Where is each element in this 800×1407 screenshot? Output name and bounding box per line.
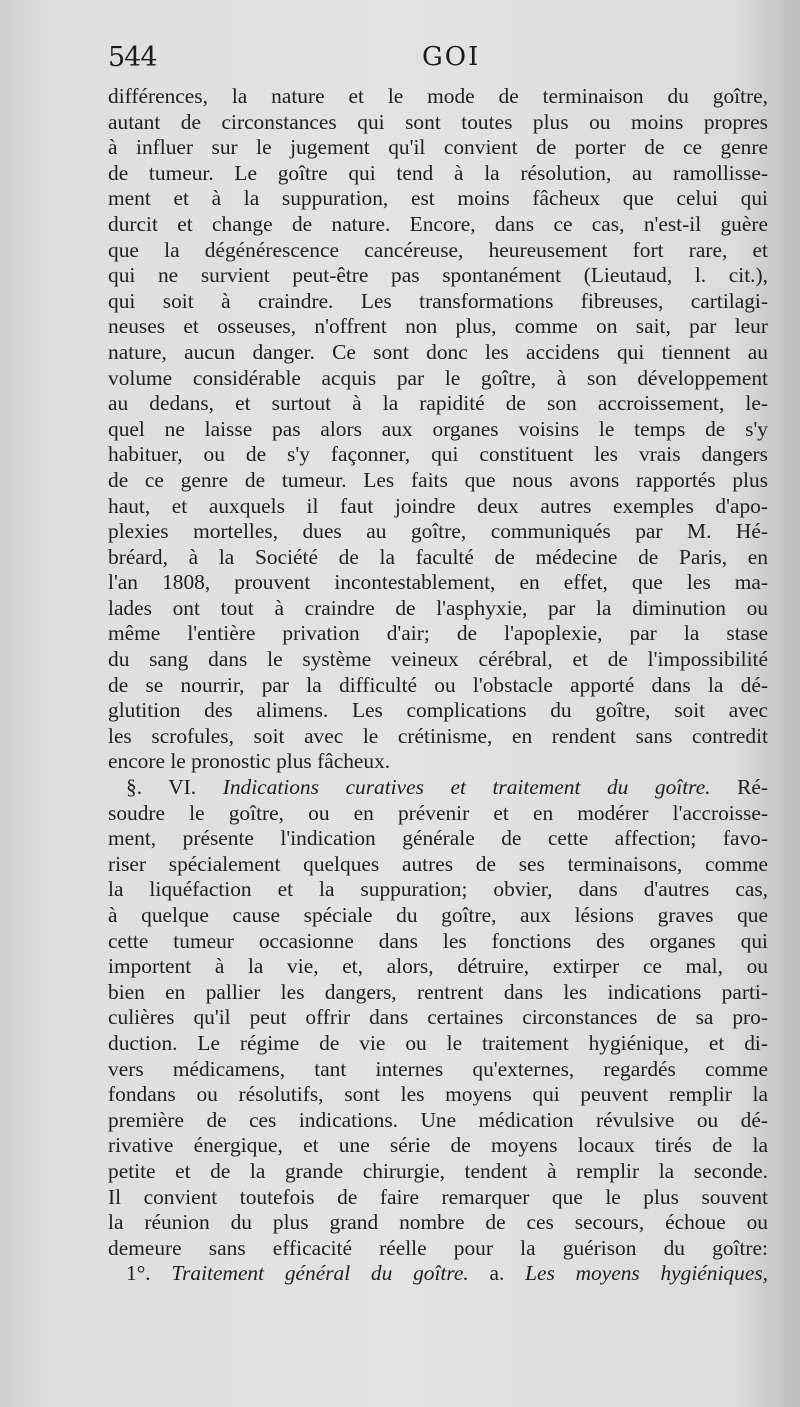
text-line: demeure sans efficacité réelle pour la guérison du goître: — [108, 1235, 768, 1260]
text-line: de tumeur. Le goître qui tend à la résolution, au ramollisse- — [108, 160, 768, 185]
text-line: neuses et osseuses, n'offrent non plus, comme on sait, par leur — [108, 314, 768, 339]
text-line: même l'entière privation d'air; de l'apoplexie, par la stase — [108, 621, 768, 646]
text-line: lades ont tout à craindre de l'asphyxie, par la diminution ou — [108, 595, 768, 620]
text-line: quel ne laisse pas alors aux organes voisins le temps de s'y — [108, 416, 768, 441]
subsection-subtitle: Les moyens hygiéniques, — [525, 1261, 768, 1286]
text-line: que la dégénérescence cancéreuse, heureusement fort rare, et — [108, 237, 768, 262]
text-line: rivative énergique, et une série de moyens locaux tirés de la — [108, 1133, 768, 1158]
text-line: qui ne survient peut-être pas spontanément (Lieutaud, l. cit.), — [108, 263, 768, 288]
page-header — [106, 40, 766, 80]
text-line: la liquéfaction et la suppuration; obvier, dans d'autres cas, — [108, 877, 768, 902]
text-line: importent à la vie, et, alors, détruire, extirper ce mal, ou — [108, 954, 768, 979]
text-line: habituer, ou de s'y façonner, qui constituent les vrais dangers — [108, 442, 768, 467]
text-line: duction. Le régime de vie ou le traitement hygiénique, et di- — [108, 1030, 768, 1055]
text-line: bien en pallier les dangers, rentrent dans les indications parti- — [108, 979, 768, 1004]
text-line: première de ces indications. Une médication révulsive ou dé- — [108, 1107, 768, 1132]
text-line: vers médicamens, tant internes qu'externes, regardés comme — [108, 1056, 768, 1081]
text-line: la réunion du plus grand nombre de ces secours, échoue ou — [108, 1210, 768, 1235]
section-heading-continuation: Ré- — [737, 775, 768, 800]
text-line: autant de circonstances qui sont toutes plus ou moins propres — [108, 109, 768, 134]
text-line: bréard, à la Société de la faculté de médecine de Paris, en — [108, 544, 768, 569]
text-line: ment et à la suppuration, est moins fâcheux que celui qui — [108, 186, 768, 211]
subsection-letter: a. — [489, 1261, 505, 1286]
text-line: de ce genre de tumeur. Les faits que nous avons rapportés plus — [108, 467, 768, 492]
text-line: plexies mortelles, dues au goître, communiqués par M. Hé- — [108, 519, 768, 544]
text-line: du sang dans le système veineux cérébral, et de l'impossibilité — [108, 647, 768, 672]
subsection-number: 1°. — [126, 1261, 151, 1286]
text-line: volume considérable acquis par le goître, à son développement — [108, 365, 768, 390]
text-line: qui soit à craindre. Les transformations fibreuses, cartilagi- — [108, 288, 768, 313]
text-line: différences, la nature et le mode de terminaison du goître, — [108, 84, 768, 108]
text-line: durcit et change de nature. Encore, dans ce cas, n'est-il guère — [108, 211, 768, 236]
text-line: encore le pronostic plus fâcheux. — [108, 749, 391, 774]
text-line: les scrofules, soit avec le crétinisme, en rendent sans contredit — [108, 723, 768, 748]
text-line: cette tumeur occasionne dans les fonctions des organes qui — [108, 928, 768, 953]
text-line: glutition des alimens. Les complications du goître, soit avec — [108, 698, 768, 723]
text-line: soudre le goître, ou en prévenir et en modérer l'accroisse- — [108, 800, 768, 825]
text-line: Il convient toutefois de faire remarquer que le plus souvent — [108, 1184, 768, 1209]
body-text — [108, 84, 768, 1287]
page-number: 544 — [108, 42, 157, 73]
text-line: au dedans, et surtout à la rapidité de son accroissement, le- — [108, 391, 768, 416]
running-head: GOI — [422, 42, 481, 72]
section-heading-line — [108, 775, 768, 801]
text-line: riser spécialement quelques autres de ses terminaisons, comme — [108, 851, 768, 876]
text-line: l'an 1808, prouvent incontestablement, en effet, que les ma- — [108, 570, 768, 595]
text-line: haut, et auxquels il faut joindre deux autres exemples d'apo- — [108, 493, 768, 518]
subsection-heading-line — [108, 1261, 768, 1287]
text-line: petite et de la grande chirurgie, tendent à remplir la seconde. — [108, 1158, 768, 1183]
text-line: de se nourrir, par la difficulté ou l'obstacle apporté dans la dé- — [108, 672, 768, 697]
text-line: ment, présente l'indication générale de cette affection; favo- — [108, 826, 768, 851]
text-line: à influer sur le jugement qu'il convient de porter de ce genre — [108, 135, 768, 160]
section-number: §. VI. — [126, 775, 197, 800]
text-line: fondans ou résolutifs, sont les moyens qui peuvent remplir la — [108, 1082, 768, 1107]
section-title: Indications curatives et traitement du goître. — [222, 775, 711, 800]
subsection-title: Traitement général du goître. — [171, 1261, 469, 1286]
text-line: nature, aucun danger. Ce sont donc les accidens qui tiennent au — [108, 339, 768, 364]
text-line: culières qu'il peut offrir dans certaines circonstances de sa pro- — [108, 1005, 768, 1030]
text-line: à quelque cause spéciale du goître, aux lésions graves que — [108, 903, 768, 927]
